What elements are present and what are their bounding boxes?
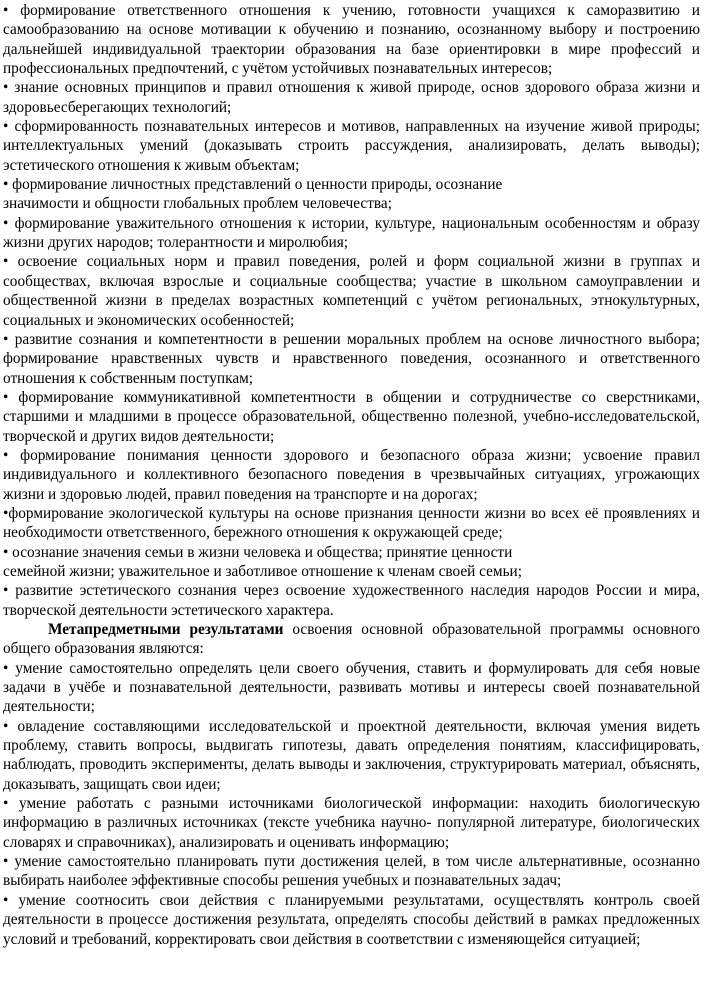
- list-item: •формирование экологической культуры на основе признания ценности жизни во всех её проявлениях и необходимости ответственного, бережного отношения к окружающей среде;: [3, 504, 700, 542]
- list-item: • развитие эстетического сознания через освоение художественного наследия народов России и мира, творческой деятельности эстетического характера.: [3, 582, 700, 619]
- list-item: • формирование понимания ценности здорового и безопасного образа жизни; усвоение правил индивидуального и коллективного безопасного поведения в чрезвычайных ситуациях, угрожающих жизни и здоровью людей, правил поведения на транспорте и на дорогах;: [3, 446, 700, 503]
- list-item: • формирование коммуникативной компетентности в общении и сотрудничестве со сверстниками, старшими и младшими в процессе образовательной, общественно полезной, учебно-исследовательской, творческой и других видов деятельности;: [3, 388, 700, 445]
- list-item: • умение самостоятельно определять цели своего обучения, ставить и формулировать для себя новые задачи в учёбе и познавательной деятельности, развивать мотивы и интересы своей познавательной деятельности;: [3, 659, 700, 716]
- list-item: • формирование ответственного отношения к учению, готовности учащихся к саморазвитию и самообразованию на основе мотивации к обучению и познанию, осознанному выбору и построению дальнейшей индивидуальной траектории образования на базе ориентировки в мире профессий и профессиональных предпочтений, с учётом устойчивых познавательных интересов;: [3, 2, 700, 78]
- list-item-continuation: значимости и общности глобальных проблем человечества;: [3, 195, 392, 213]
- section-intro: [3, 620, 700, 659]
- list-item: • формирование личностных представлений о ценности природы, осознание: [3, 176, 503, 194]
- list-item: • умение самостоятельно планировать пути достижения целей, в том числе альтернативные, осознанно выбирать наиболее эффективные способы решения учебных и познавательных задач;: [3, 853, 700, 890]
- section-intro-text: освоения основной образовательной программы основного общего образования являются:: [3, 621, 700, 658]
- list-item: • знание основных принципов и правил отношения к живой природе, основ здорового образа жизни и здоровьесберегающих технологий;: [3, 79, 700, 116]
- list-item: • освоение социальных норм и правил поведения, ролей и форм социальной жизни в группах и сообществах, включая взрослые и социальные сообщества; участие в школьном самоуправлении и общественной жизни в пределах возрастных компетенций с учётом региональных, этнокультурных, социальных и экономических особенностей;: [3, 253, 700, 329]
- section-heading: Метапредметными результатами: [48, 621, 284, 638]
- list-item: • умение работать с разными источниками биологической информации: находить биологическую информацию в различных источниках (тексте учебника научно- популярной литературе, биологических словарях и справочниках), анализировать и оценивать информацию;: [3, 795, 700, 851]
- list-item: • овладение составляющими исследовательской и проектной деятельности, включая умения видеть проблему, ставить вопросы, выдвигать гипотезы, давать определения понятиям, классифицировать, наблюдать, проводить эксперименты, делать выводы и заключения, структурировать материал, объяснять, доказывать, защищать свои идеи;: [3, 717, 700, 793]
- list-item: • осознание значения семьи в жизни человека и общества; принятие ценности: [3, 543, 513, 561]
- list-item: • умение соотносить свои действия с планируемыми результатами, осуществлять контроль своей деятельности в процессе достижения результата, определять способы действий в рамках предложенных условий и требований, корректировать свои действия в соответствии с изменяющейся ситуацией;: [3, 891, 700, 948]
- list-item: • развитие сознания и компетентности в решении моральных проблем на основе личностного выбора; формирование нравственных чувств и нравственного поведения, осознанного и ответственного отношения к собственным поступкам;: [3, 330, 700, 387]
- list-item-continuation: семейной жизни; уважительное и заботливое отношение к членам своей семьи;: [3, 562, 522, 580]
- list-item: • формирование уважительного отношения к истории, культуре, национальным особенностям и образу жизни других народов; толерантности и миролюбия;: [3, 214, 700, 252]
- list-item: • сформированность познавательных интересов и мотивов, направленных на изучение живой природы; интеллектуальных умений (доказывать строить рассуждения, анализировать, делать выводы); эстетического отношения к живым объектам;: [3, 118, 700, 174]
